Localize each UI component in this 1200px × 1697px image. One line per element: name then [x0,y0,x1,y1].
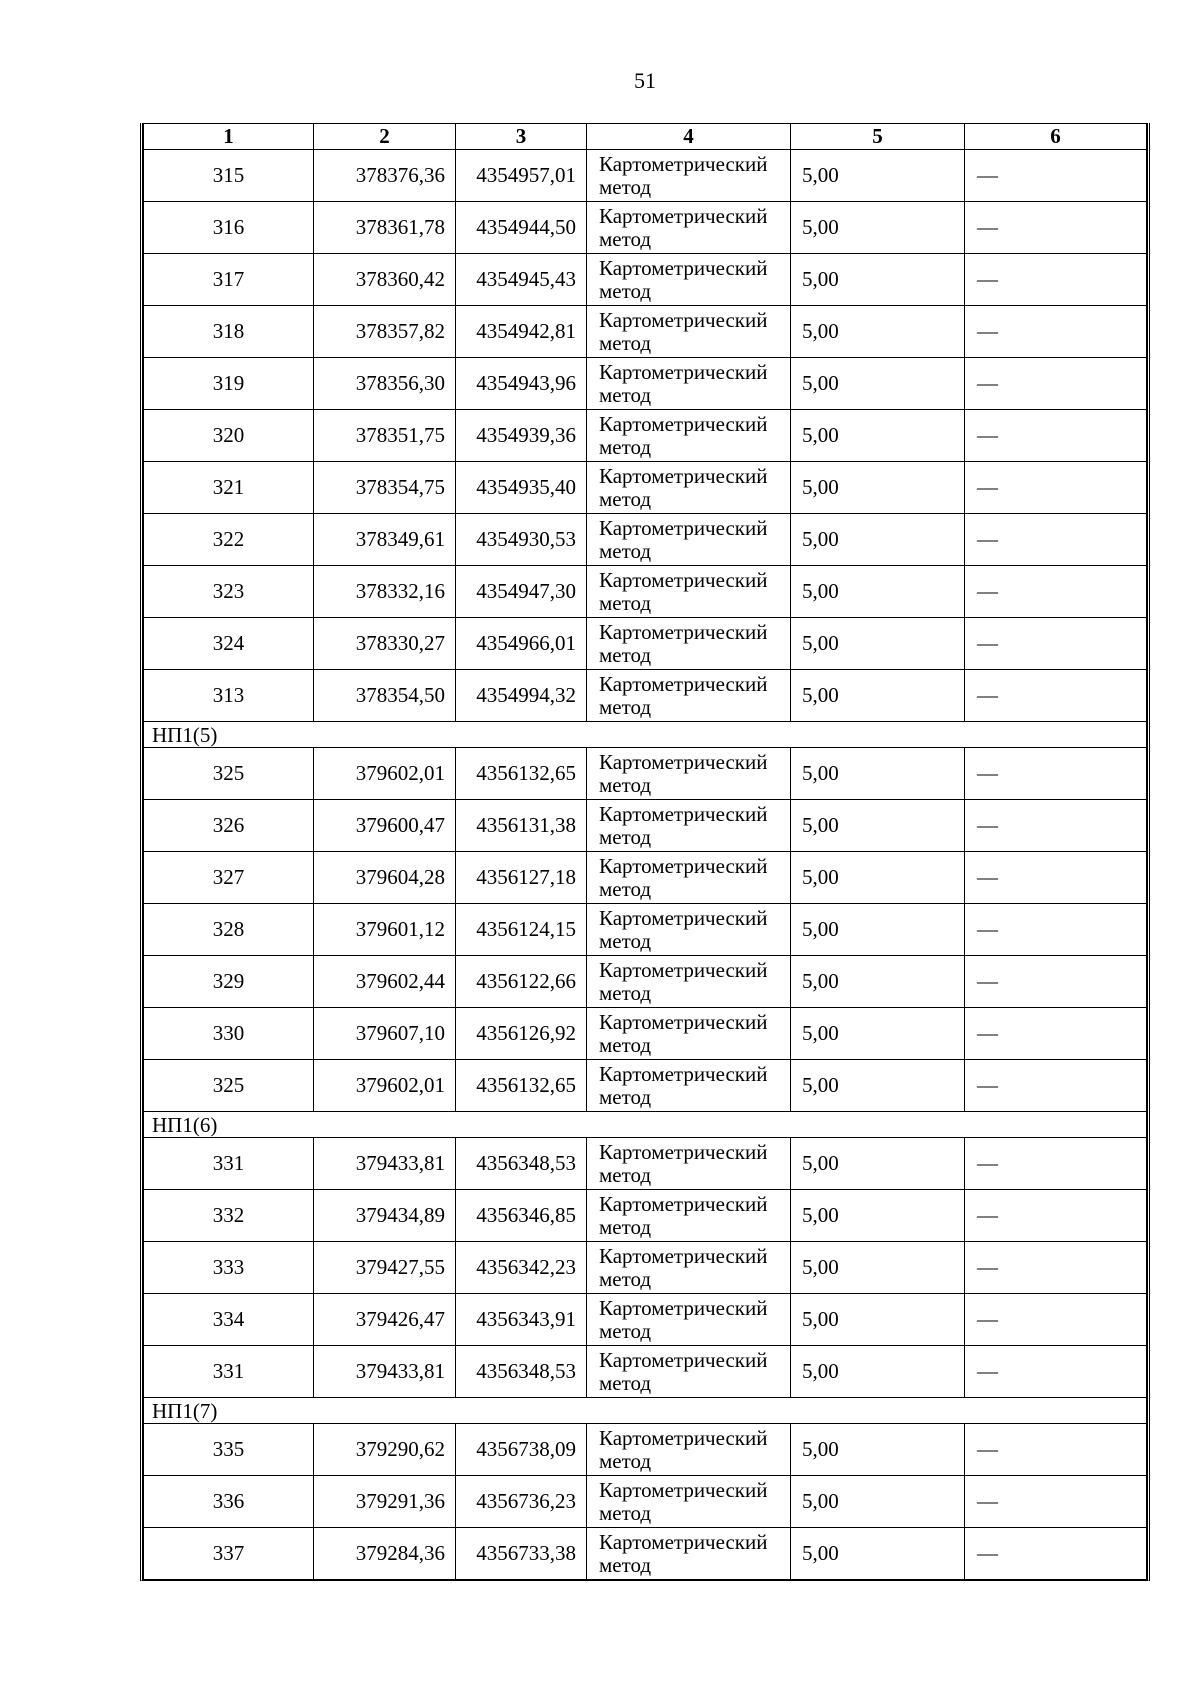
point-number-cell: 327 [144,852,314,904]
table-row [144,358,1147,410]
x-coordinate-cell: 378356,30 [314,358,456,410]
note-cell: — [965,956,1147,1008]
accuracy-cell: 5,00 [791,1476,965,1528]
method-cell: Картометрический метод [587,358,791,410]
y-coordinate-cell: 4356348,53 [456,1346,587,1398]
accuracy-cell: 5,00 [791,462,965,514]
method-cell: Картометрический метод [587,670,791,722]
accuracy-cell: 5,00 [791,800,965,852]
y-coordinate-cell: 4356127,18 [456,852,587,904]
accuracy-cell: 5,00 [791,618,965,670]
note-cell: — [965,800,1147,852]
section-title: НП1(5) [144,722,1147,748]
accuracy-cell: 5,00 [791,566,965,618]
table-row [144,150,1147,202]
accuracy-cell: 5,00 [791,358,965,410]
point-number-cell: 322 [144,514,314,566]
table-row [144,1294,1147,1346]
method-cell: Картометрический метод [587,748,791,800]
method-cell: Картометрический метод [587,150,791,202]
accuracy-cell: 5,00 [791,150,965,202]
y-coordinate-cell: 4354966,01 [456,618,587,670]
note-cell: — [965,1060,1147,1112]
y-coordinate-cell: 4354947,30 [456,566,587,618]
x-coordinate-cell: 379602,44 [314,956,456,1008]
y-coordinate-cell: 4354939,36 [456,410,587,462]
method-cell: Картометрический метод [587,1528,791,1580]
point-number-cell: 324 [144,618,314,670]
x-coordinate-cell: 379284,36 [314,1528,456,1580]
point-number-cell: 325 [144,1060,314,1112]
table-row [144,1138,1147,1190]
table-row [144,462,1147,514]
note-cell: — [965,1294,1147,1346]
column-header-4: 4 [587,124,791,150]
method-cell: Картометрический метод [587,462,791,514]
accuracy-cell: 5,00 [791,1424,965,1476]
note-cell: — [965,1528,1147,1580]
table-body [144,150,1147,1580]
method-cell: Картометрический метод [587,514,791,566]
note-cell: — [965,410,1147,462]
point-number-cell: 320 [144,410,314,462]
y-coordinate-cell: 4356132,65 [456,1060,587,1112]
table-row [144,1424,1147,1476]
note-cell: — [965,566,1147,618]
table-row [144,1346,1147,1398]
y-coordinate-cell: 4354994,32 [456,670,587,722]
note-cell: — [965,1008,1147,1060]
accuracy-cell: 5,00 [791,1528,965,1580]
point-number-cell: 316 [144,202,314,254]
method-cell: Картометрический метод [587,1138,791,1190]
x-coordinate-cell: 379291,36 [314,1476,456,1528]
point-number-cell: 329 [144,956,314,1008]
method-cell: Картометрический метод [587,956,791,1008]
accuracy-cell: 5,00 [791,1190,965,1242]
method-cell: Картометрический метод [587,202,791,254]
y-coordinate-cell: 4356124,15 [456,904,587,956]
table-row [144,1008,1147,1060]
y-coordinate-cell: 4356733,38 [456,1528,587,1580]
point-number-cell: 315 [144,150,314,202]
table-row [144,618,1147,670]
method-cell: Картометрический метод [587,1190,791,1242]
method-cell: Картометрический метод [587,254,791,306]
accuracy-cell: 5,00 [791,1294,965,1346]
point-number-cell: 330 [144,1008,314,1060]
accuracy-cell: 5,00 [791,1242,965,1294]
x-coordinate-cell: 378349,61 [314,514,456,566]
method-cell: Картометрический метод [587,566,791,618]
table-row [144,748,1147,800]
note-cell: — [965,904,1147,956]
note-cell: — [965,202,1147,254]
x-coordinate-cell: 378357,82 [314,306,456,358]
point-number-cell: 321 [144,462,314,514]
method-cell: Картометрический метод [587,1346,791,1398]
column-header-6: 6 [965,124,1147,150]
point-number-cell: 325 [144,748,314,800]
y-coordinate-cell: 4356132,65 [456,748,587,800]
point-number-cell: 323 [144,566,314,618]
accuracy-cell: 5,00 [791,1060,965,1112]
accuracy-cell: 5,00 [791,852,965,904]
column-header-2: 2 [314,124,456,150]
table-row [144,1190,1147,1242]
accuracy-cell: 5,00 [791,670,965,722]
table-row [144,306,1147,358]
note-cell: — [965,1190,1147,1242]
table-row [144,254,1147,306]
method-cell: Картометрический метод [587,1242,791,1294]
accuracy-cell: 5,00 [791,1346,965,1398]
table-row [144,852,1147,904]
section-title-row [144,1112,1147,1138]
x-coordinate-cell: 379434,89 [314,1190,456,1242]
point-number-cell: 319 [144,358,314,410]
point-number-cell: 335 [144,1424,314,1476]
y-coordinate-cell: 4354945,43 [456,254,587,306]
section-title: НП1(7) [144,1398,1147,1424]
x-coordinate-cell: 379433,81 [314,1138,456,1190]
accuracy-cell: 5,00 [791,748,965,800]
x-coordinate-cell: 379602,01 [314,748,456,800]
y-coordinate-cell: 4354942,81 [456,306,587,358]
point-number-cell: 317 [144,254,314,306]
method-cell: Картометрический метод [587,1294,791,1346]
note-cell: — [965,1476,1147,1528]
x-coordinate-cell: 378330,27 [314,618,456,670]
note-cell: — [965,514,1147,566]
table-row [144,670,1147,722]
section-title-row [144,1398,1147,1424]
point-number-cell: 336 [144,1476,314,1528]
note-cell: — [965,1242,1147,1294]
method-cell: Картометрический метод [587,800,791,852]
note-cell: — [965,852,1147,904]
note-cell: — [965,1138,1147,1190]
note-cell: — [965,1424,1147,1476]
x-coordinate-cell: 379426,47 [314,1294,456,1346]
accuracy-cell: 5,00 [791,254,965,306]
table-row [144,1528,1147,1580]
point-number-cell: 313 [144,670,314,722]
x-coordinate-cell: 379427,55 [314,1242,456,1294]
y-coordinate-cell: 4354935,40 [456,462,587,514]
note-cell: — [965,748,1147,800]
section-title: НП1(6) [144,1112,1147,1138]
y-coordinate-cell: 4356348,53 [456,1138,587,1190]
x-coordinate-cell: 378376,36 [314,150,456,202]
y-coordinate-cell: 4356738,09 [456,1424,587,1476]
x-coordinate-cell: 379602,01 [314,1060,456,1112]
accuracy-cell: 5,00 [791,202,965,254]
note-cell: — [965,618,1147,670]
table-row [144,800,1147,852]
point-number-cell: 334 [144,1294,314,1346]
method-cell: Картометрический метод [587,1060,791,1112]
y-coordinate-cell: 4356342,23 [456,1242,587,1294]
y-coordinate-cell: 4354943,96 [456,358,587,410]
column-header-3: 3 [456,124,587,150]
column-header-1: 1 [144,124,314,150]
x-coordinate-cell: 379604,28 [314,852,456,904]
x-coordinate-cell: 379290,62 [314,1424,456,1476]
table-row [144,1060,1147,1112]
coordinates-table-frame [140,123,1150,1581]
y-coordinate-cell: 4354957,01 [456,150,587,202]
y-coordinate-cell: 4356131,38 [456,800,587,852]
x-coordinate-cell: 378354,75 [314,462,456,514]
y-coordinate-cell: 4356736,23 [456,1476,587,1528]
x-coordinate-cell: 378360,42 [314,254,456,306]
table-row [144,1242,1147,1294]
column-header-5: 5 [791,124,965,150]
section-title-row [144,722,1147,748]
table-row [144,202,1147,254]
page-number: 51 [634,68,656,93]
note-cell: — [965,254,1147,306]
note-cell: — [965,306,1147,358]
note-cell: — [965,358,1147,410]
x-coordinate-cell: 378361,78 [314,202,456,254]
table-header-row [144,124,1147,150]
note-cell: — [965,670,1147,722]
x-coordinate-cell: 379600,47 [314,800,456,852]
y-coordinate-cell: 4354930,53 [456,514,587,566]
y-coordinate-cell: 4356122,66 [456,956,587,1008]
method-cell: Картометрический метод [587,904,791,956]
method-cell: Картометрический метод [587,852,791,904]
y-coordinate-cell: 4356126,92 [456,1008,587,1060]
note-cell: — [965,150,1147,202]
note-cell: — [965,462,1147,514]
table-row [144,904,1147,956]
method-cell: Картометрический метод [587,1476,791,1528]
point-number-cell: 328 [144,904,314,956]
x-coordinate-cell: 378351,75 [314,410,456,462]
point-number-cell: 318 [144,306,314,358]
method-cell: Картометрический метод [587,410,791,462]
y-coordinate-cell: 4356346,85 [456,1190,587,1242]
x-coordinate-cell: 379433,81 [314,1346,456,1398]
y-coordinate-cell: 4354944,50 [456,202,587,254]
x-coordinate-cell: 379601,12 [314,904,456,956]
table-row [144,956,1147,1008]
method-cell: Картометрический метод [587,1008,791,1060]
table-row [144,514,1147,566]
accuracy-cell: 5,00 [791,1008,965,1060]
point-number-cell: 332 [144,1190,314,1242]
point-number-cell: 337 [144,1528,314,1580]
method-cell: Картометрический метод [587,306,791,358]
accuracy-cell: 5,00 [791,956,965,1008]
point-number-cell: 326 [144,800,314,852]
accuracy-cell: 5,00 [791,306,965,358]
x-coordinate-cell: 379607,10 [314,1008,456,1060]
point-number-cell: 333 [144,1242,314,1294]
method-cell: Картометрический метод [587,1424,791,1476]
table-row [144,410,1147,462]
x-coordinate-cell: 378354,50 [314,670,456,722]
table-row [144,1476,1147,1528]
note-cell: — [965,1346,1147,1398]
x-coordinate-cell: 378332,16 [314,566,456,618]
accuracy-cell: 5,00 [791,410,965,462]
point-number-cell: 331 [144,1138,314,1190]
point-number-cell: 331 [144,1346,314,1398]
y-coordinate-cell: 4356343,91 [456,1294,587,1346]
accuracy-cell: 5,00 [791,1138,965,1190]
method-cell: Картометрический метод [587,618,791,670]
accuracy-cell: 5,00 [791,514,965,566]
accuracy-cell: 5,00 [791,904,965,956]
table-row [144,566,1147,618]
coordinates-table [143,123,1147,1580]
